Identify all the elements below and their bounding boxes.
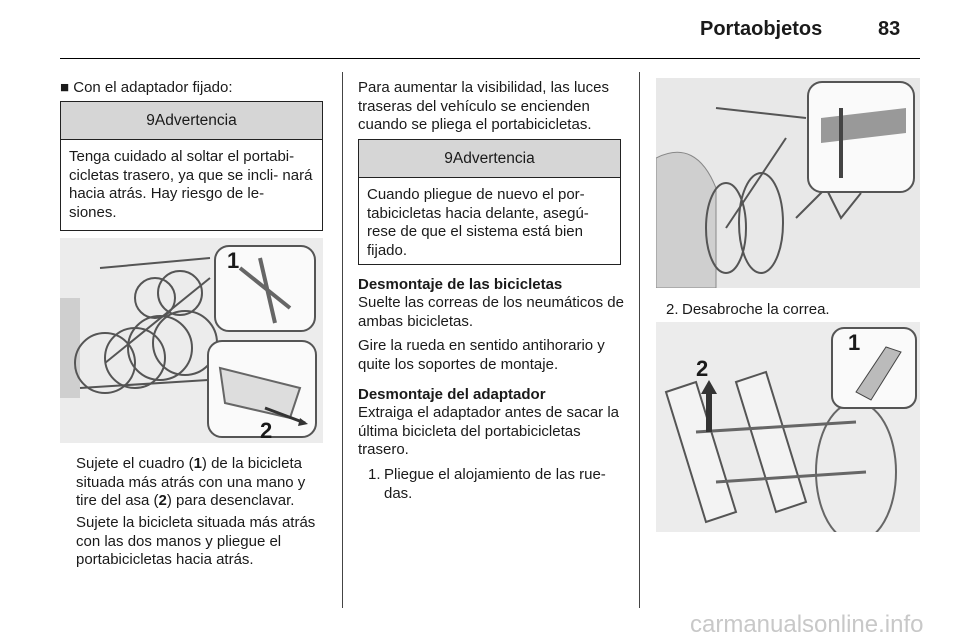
- strap-release-illustration: [656, 322, 920, 532]
- section-paragraph-1: Suelte las correas de los neumáticos de ambas bicicletas.: [358, 294, 624, 330]
- header-divider: [60, 58, 920, 59]
- warning-icon: 9: [444, 149, 453, 167]
- figure-label-1: 1: [848, 330, 861, 355]
- bike-carrier-figure-3: [656, 322, 920, 532]
- bullet-item: [60, 79, 330, 98]
- warning-title: Advertencia: [154, 111, 237, 129]
- warning-text: Cuando pliegue de nuevo el por- tabicicletas hacia delante, asegú- rese de que el sistema está bien fijado.: [367, 186, 589, 259]
- page-title: Portaobjetos: [700, 18, 823, 40]
- bullet-mark: ■: [60, 79, 70, 96]
- bullet-text: Con el adaptador fijado:: [73, 79, 233, 96]
- intro-paragraph: Para aumentar la visibilidad, las luces traseras del vehículo se encienden cuando se pliega el portabicicletas.: [358, 79, 609, 133]
- warning-header: [61, 102, 322, 140]
- warning-text: Tenga cuidado al soltar el portabi- cicletas trasero, ya que se incli- nará hacia atrás. Hay riesgo de le- siones.: [69, 148, 313, 221]
- watermark: carmanualsonline.info: [690, 611, 924, 638]
- figure-label-1: 1: [227, 248, 240, 273]
- warning-box-2: [358, 139, 621, 265]
- figure-label-2: 2: [696, 356, 709, 381]
- warning-icon: 9: [146, 111, 155, 129]
- para1-part-c: ) de la bicicleta situada más atrás con una mano y tire del asa (: [76, 455, 306, 509]
- para1-ref-1: 1: [193, 455, 202, 472]
- step-number-1: 1.: [368, 466, 381, 483]
- step-text-2: Desabroche la correa.: [682, 301, 830, 318]
- warning-box-1: [60, 101, 323, 231]
- section-paragraph-3: Extraiga el adaptador antes de sacar la última bicicleta del portabicicletas trasero.: [358, 404, 619, 458]
- warning-title: Advertencia: [452, 149, 535, 167]
- bike-carrier-figure-2: [656, 78, 920, 288]
- bike-carrier-figure-1: [60, 238, 323, 443]
- warning-header: [359, 140, 620, 178]
- column-divider-1: [342, 72, 343, 608]
- para1-part-d: ) para desenclavar.: [166, 492, 295, 509]
- step-number-2: 2.: [666, 301, 679, 318]
- page-number: 83: [878, 18, 901, 40]
- figure-label-2: 2: [260, 418, 273, 443]
- section-paragraph-2: Gire la rueda en sentido antihorario y quite los soportes de montaje.: [358, 337, 605, 373]
- bike-on-carrier-illustration: [656, 78, 920, 288]
- section-heading-1: Desmontaje de las bicicletas: [358, 276, 563, 293]
- step-text-1: Pliegue el alojamiento de las rue- das.: [384, 466, 606, 502]
- column-divider-2: [639, 72, 640, 608]
- instruction-paragraph-2: Sujete la bicicleta situada más atrás con las dos manos y pliegue el portabicicletas hacia atrás.: [76, 514, 316, 568]
- para1-part-a: Sujete el cuadro (: [76, 455, 194, 472]
- instruction-paragraph-1: [76, 455, 328, 511]
- para1-ref-2: 2: [158, 492, 167, 509]
- bike-carrier-illustration: [60, 238, 323, 443]
- section-heading-2: Desmontaje del adaptador: [358, 386, 546, 403]
